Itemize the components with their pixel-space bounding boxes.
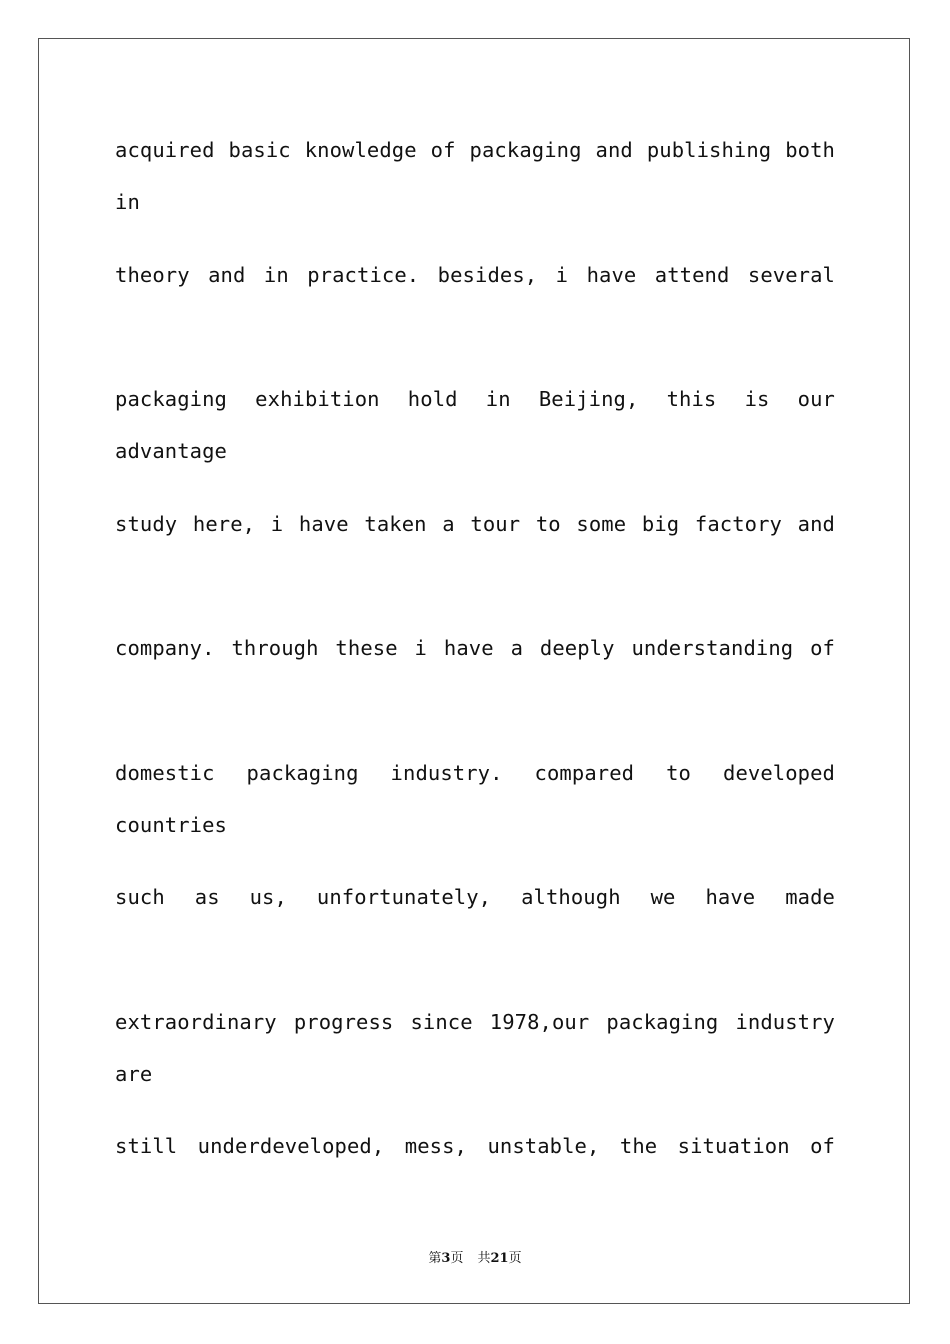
total-suffix: 页 xyxy=(508,1251,522,1266)
text-line: company. through these i have a deeply understanding of xyxy=(115,636,835,660)
text-line: still underdeveloped, mess, unstable, the situation of xyxy=(115,1134,835,1158)
text-line: theory and in practice. besides, i have attend several xyxy=(115,262,835,287)
text-line: domestic packaging industry. compared to developed countries xyxy=(115,760,835,837)
total-page-count: 21 xyxy=(490,1251,509,1266)
page-prefix: 第 xyxy=(428,1251,442,1266)
text-line: extraordinary progress since 1978,our packaging industry are xyxy=(115,1009,835,1086)
text-line: packaging exhibition hold in Beijing, this is our advantage xyxy=(115,387,835,463)
page-suffix: 页 xyxy=(450,1251,464,1266)
current-page-number: 3 xyxy=(441,1251,451,1266)
text-line: such as us, unfortunately, although we have made xyxy=(115,885,835,909)
text-line: acquired basic knowledge of packaging and publishing both in xyxy=(115,138,835,214)
page-number-footer xyxy=(0,1247,950,1266)
text-line: study here, i have taken a tour to some big factory and xyxy=(115,511,835,536)
total-prefix: 共 xyxy=(477,1251,491,1266)
document-body xyxy=(115,124,835,1245)
